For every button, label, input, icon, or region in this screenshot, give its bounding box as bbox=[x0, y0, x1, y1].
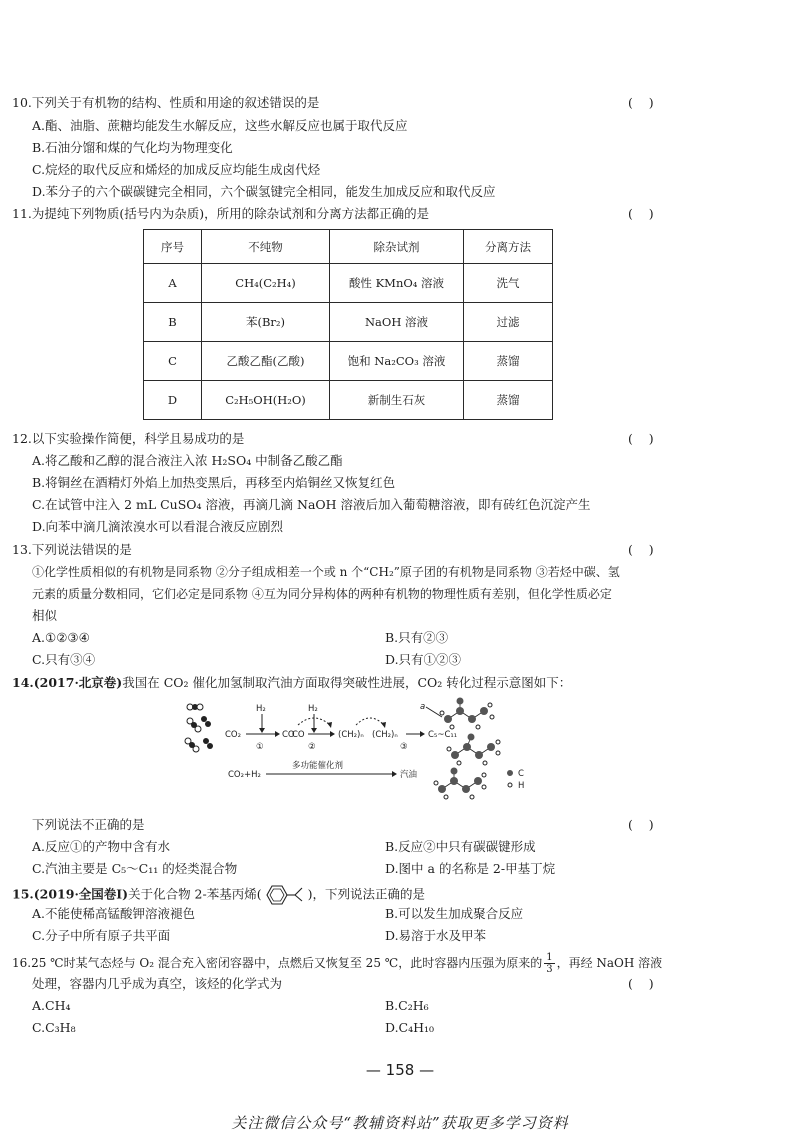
q14-answer-paren: ( ) bbox=[628, 817, 654, 832]
q10-option-c: C.烷烃的取代反应和烯烃的加成反应均能生成卤代烃 bbox=[32, 162, 321, 177]
q16-stem-line2: 处理，容器内几乎成为真空，该烃的化学式为 bbox=[32, 976, 283, 991]
table-cell: 苯(Br₂) bbox=[202, 303, 330, 342]
q16-stem bbox=[12, 952, 662, 975]
h2-label-2: H₂ bbox=[308, 704, 318, 714]
q15-stem bbox=[12, 884, 425, 906]
q13-stem: 13.下列说法错误的是 bbox=[12, 542, 132, 557]
ch2n-label: (CH₂)ₙ bbox=[338, 730, 364, 740]
table-row bbox=[144, 381, 553, 420]
q14-option-b: B.反应②中只有碳碳键形成 bbox=[385, 839, 536, 854]
q13-answer-paren: ( ) bbox=[628, 542, 654, 557]
q12-stem: 12.以下实验操作简便，科学且易成功的是 bbox=[12, 431, 245, 446]
legend-c: C bbox=[518, 769, 524, 779]
table-cell: 饱和 Na₂CO₃ 溶液 bbox=[330, 342, 464, 381]
footer-note: 关注微信公众号“教辅资料站”获取更多学习资料 bbox=[231, 1114, 569, 1132]
table-row bbox=[144, 342, 553, 381]
table-header: 序号 bbox=[144, 230, 202, 264]
q14-stem bbox=[12, 675, 571, 691]
q10-answer-paren: ( ) bbox=[628, 95, 654, 110]
page-number: — 158 — bbox=[365, 1061, 435, 1079]
q12-option-c: C.在试管中注入 2 mL CuSO₄ 溶液，再滴几滴 NaOH 溶液后加入葡萄糖溶液，即有砖红色沉淀产生 bbox=[32, 497, 591, 512]
table-cell: A bbox=[144, 264, 202, 303]
q13-body-line: 元素的质量分数相同，它们必定是同系物 ④互为同分异构体的两种有机物的物理性质有差别，但化学性质必定 bbox=[32, 587, 612, 601]
reactants-label: CO₂+H₂ bbox=[228, 770, 261, 780]
q15-option-b: B.可以发生加成聚合反应 bbox=[385, 906, 524, 921]
q16-option-d: D.C₄H₁₀ bbox=[385, 1020, 435, 1035]
q10-stem: 10.下列关于有机物的结构、性质和用途的叙述错误的是 bbox=[12, 95, 320, 110]
purification-table bbox=[143, 229, 553, 420]
hydrogen-legend-icon bbox=[508, 783, 512, 787]
h2-label-1: H₂ bbox=[256, 704, 266, 714]
q16-option-a: A.CH₄ bbox=[32, 998, 71, 1013]
q13-option-a: A.①②③④ bbox=[32, 630, 90, 645]
q15-stem-text-b: )，下列说法正确的是 bbox=[307, 886, 425, 902]
catalyst-label: 多功能催化剂 bbox=[292, 761, 344, 771]
table-header: 除杂试剂 bbox=[330, 230, 464, 264]
co-label-b: CO bbox=[292, 730, 305, 740]
q10-option-b: B.石油分馏和煤的气化均为物理变化 bbox=[32, 140, 233, 155]
ch2n-label-b: (CH₂)ₙ bbox=[372, 730, 398, 740]
table-cell: 乙酸乙酯(乙酸) bbox=[202, 342, 330, 381]
q10-option-d: D.苯分子的六个碳碳键完全相同，六个碳氢键完全相同，能发生加成反应和取代反应 bbox=[32, 184, 496, 199]
table-cell: 新制生石灰 bbox=[330, 381, 464, 420]
product-label: 汽油 bbox=[400, 770, 418, 780]
co-label: CO bbox=[282, 730, 295, 740]
step1-label: ① bbox=[256, 742, 264, 752]
q11-stem: 11.为提纯下列物质(括号内为杂质)，所用的除杂试剂和分离方法都正确的是 bbox=[12, 206, 430, 221]
q11-answer-paren: ( ) bbox=[628, 206, 654, 221]
table-cell: B bbox=[144, 303, 202, 342]
q14-question: 下列说法不正确的是 bbox=[32, 817, 145, 832]
q15-stem-text-a: 关于化合物 2-苯基丙烯( bbox=[128, 886, 262, 902]
fraction-one-third bbox=[544, 952, 554, 975]
table-header-row bbox=[144, 230, 553, 264]
q16-option-b: B.C₂H₆ bbox=[385, 998, 429, 1013]
q13-body-line: 相似 bbox=[32, 608, 58, 623]
table-cell: 酸性 KMnO₄ 溶液 bbox=[330, 264, 464, 303]
table-header: 不纯物 bbox=[202, 230, 330, 264]
q13-option-b: B.只有②③ bbox=[385, 630, 449, 645]
table-cell: D bbox=[144, 381, 202, 420]
q10-option-a: A.酯、油脂、蔗糖均能发生水解反应，这些水解反应也属于取代反应 bbox=[32, 118, 408, 133]
carbon-legend-icon bbox=[507, 770, 513, 776]
q14-option-d: D.图中 a 的名称是 2-甲基丁烷 bbox=[385, 861, 556, 876]
q14-option-a: A.反应①的产物中含有水 bbox=[32, 839, 171, 854]
q14-source-tag: 14.(2017·北京卷) bbox=[12, 675, 123, 690]
table-cell: CH₄(C₂H₄) bbox=[202, 264, 330, 303]
q15-option-c: C.分子中所有原子共平面 bbox=[32, 928, 171, 943]
co2-conversion-diagram bbox=[180, 697, 560, 809]
table-cell: 蒸馏 bbox=[464, 342, 553, 381]
q13-option-d: D.只有①②③ bbox=[385, 652, 462, 667]
table-cell: 洗气 bbox=[464, 264, 553, 303]
table-cell: NaOH 溶液 bbox=[330, 303, 464, 342]
table-cell: 过滤 bbox=[464, 303, 553, 342]
q16-stem-text-b: ，再经 NaOH 溶液 bbox=[556, 956, 663, 970]
table-cell: C₂H₅OH(H₂O) bbox=[202, 381, 330, 420]
co2-label: CO₂ bbox=[225, 730, 242, 740]
q12-answer-paren: ( ) bbox=[628, 431, 654, 446]
q15-option-d: D.易溶于水及甲苯 bbox=[385, 928, 487, 943]
q12-option-a: A.将乙酸和乙醇的混合液注入浓 H₂SO₄ 中制备乙酸乙酯 bbox=[32, 453, 343, 468]
q12-option-d: D.向苯中滴几滴浓溴水可以看混合液反应剧烈 bbox=[32, 519, 284, 534]
step2-label: ② bbox=[308, 742, 316, 752]
fraction-numerator: 1 bbox=[546, 952, 553, 963]
hydrocarbon-model-icon bbox=[434, 698, 500, 800]
q14-option-c: C.汽油主要是 C₅～C₁₁ 的烃类混合物 bbox=[32, 861, 238, 876]
co2-molecules-icon bbox=[185, 704, 213, 752]
fraction-denominator: 3 bbox=[546, 964, 553, 975]
q12-option-b: B.将铜丝在酒精灯外焰上加热变黑后，再移至内焰铜丝又恢复红色 bbox=[32, 475, 396, 490]
q15-option-a: A.不能使稀高锰酸钾溶液褪色 bbox=[32, 906, 196, 921]
legend-h: H bbox=[518, 781, 525, 791]
q16-option-c: C.C₃H₈ bbox=[32, 1020, 76, 1035]
step3-label: ③ bbox=[400, 742, 408, 752]
table-cell: 蒸馏 bbox=[464, 381, 553, 420]
table-cell: C bbox=[144, 342, 202, 381]
table-row bbox=[144, 264, 553, 303]
table-row bbox=[144, 303, 553, 342]
q16-answer-paren: ( ) bbox=[628, 976, 654, 991]
q13-option-c: C.只有③④ bbox=[32, 652, 96, 667]
q13-body-line: ①化学性质相似的有机物是同系物 ②分子组成相差一个或 n 个“CH₂”原子团的有机物是同系物 ③若烃中碳、氢 bbox=[32, 565, 620, 579]
c5-c11-label: C₅~C₁₁ bbox=[428, 730, 458, 740]
q15-source-tag: 15.(2019·全国卷Ⅰ) bbox=[12, 886, 129, 902]
q14-stem-text: 我国在 CO₂ 催化加氢制取汽油方面取得突破性进展，CO₂ 转化过程示意图如下： bbox=[122, 675, 572, 690]
2-phenylpropene-structure-icon bbox=[262, 884, 308, 906]
table-header: 分离方法 bbox=[464, 230, 553, 264]
label-a: a bbox=[420, 702, 426, 712]
q16-stem-text-a: 16.25 ℃时某气态烃与 O₂ 混合充入密闭容器中，点燃后又恢复至 25 ℃，此时容器内压强为原来的 bbox=[12, 956, 543, 970]
